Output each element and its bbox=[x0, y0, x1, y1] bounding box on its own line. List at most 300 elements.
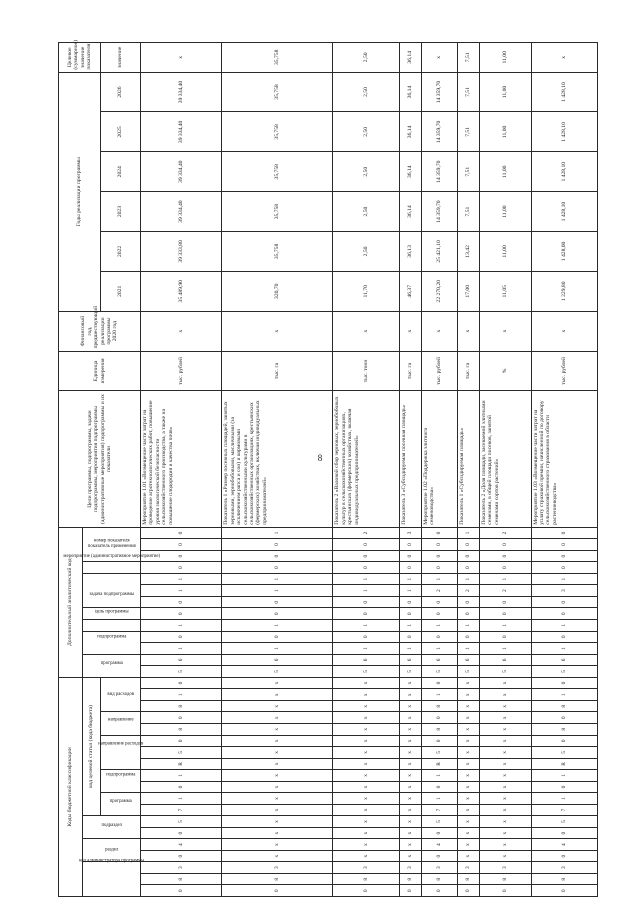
budget-code-digit: 0 bbox=[141, 735, 222, 747]
row-year-value-2023: 1 428,10 bbox=[531, 192, 597, 232]
budget-code-digit: 0 bbox=[141, 885, 222, 897]
additional-code-digit: 0 bbox=[141, 550, 222, 562]
additional-code-digit: 0 bbox=[421, 539, 458, 551]
budget-code-digit: x bbox=[333, 735, 399, 747]
budget-code-digit: x bbox=[399, 747, 421, 759]
additional-code-digit: 6 bbox=[480, 654, 532, 666]
budget-code-digit: x bbox=[222, 839, 333, 851]
header-year-2021: 2021 bbox=[101, 271, 141, 311]
additional-code-digit: 0 bbox=[399, 596, 421, 608]
budget-code-digit: 4 bbox=[421, 839, 458, 851]
budget-code-digit: 0 bbox=[421, 827, 458, 839]
budget-code-digit: x bbox=[222, 816, 333, 828]
row-year-value-2026: 7,51 bbox=[458, 72, 480, 112]
budget-code-digit: x bbox=[458, 735, 480, 747]
header-direction bbox=[101, 712, 141, 735]
budget-code-digit: x bbox=[480, 839, 532, 851]
row-year-value-2022: 25 421,10 bbox=[421, 232, 458, 272]
budget-code-digit: 0 bbox=[333, 885, 399, 897]
budget-code-digit: x bbox=[399, 770, 421, 782]
budget-code-digit: 8 bbox=[333, 873, 399, 885]
budget-code-digit: 3 bbox=[421, 862, 458, 874]
row-year-value-2021: 320,70 bbox=[222, 271, 333, 311]
row-year-value-2025: 11,00 bbox=[480, 112, 532, 152]
row-target-value: x bbox=[531, 43, 597, 73]
row-year-value-2023: 36,14 bbox=[399, 192, 421, 232]
header-program-name: Цели программы, подпрограммы, задачи подпрограммы, мероприятия подпрограммы (административные мероприятия) подпрограммы и их показатели bbox=[59, 391, 141, 527]
additional-code-digit: 2 bbox=[421, 585, 458, 597]
row-unit: тыс. га bbox=[399, 351, 421, 391]
additional-code-digit: 1 bbox=[480, 573, 532, 585]
budget-code-digit: 0 bbox=[531, 827, 597, 839]
row-target-value: 7,51 bbox=[458, 43, 480, 73]
budget-code-digit: 5 bbox=[141, 816, 222, 828]
additional-code-digit: 1 bbox=[333, 585, 399, 597]
budget-code-digit: x bbox=[333, 689, 399, 701]
budget-code-digit: 8 bbox=[421, 724, 458, 736]
additional-code-digit: 0 bbox=[333, 539, 399, 551]
budget-code-digit: 0 bbox=[141, 712, 222, 724]
additional-code-digit: 0 bbox=[333, 550, 399, 562]
header-expense-type-label: вид расходов bbox=[107, 691, 135, 697]
additional-code-digit: 0 bbox=[531, 608, 597, 620]
header-years-group: Годы реализации программы bbox=[59, 72, 101, 311]
header-section-label: раздел bbox=[105, 847, 119, 853]
budget-code-digit: 3 bbox=[480, 862, 532, 874]
budget-code-digit: x bbox=[480, 827, 532, 839]
budget-code-digit: x bbox=[399, 700, 421, 712]
budget-code-digit: 1 bbox=[531, 689, 597, 701]
header-program-direction-label: направление расходов bbox=[98, 741, 144, 747]
additional-code-digit: 5 bbox=[333, 666, 399, 678]
row-year-value-2025: 35,758 bbox=[222, 112, 333, 152]
budget-code-digit: x bbox=[399, 724, 421, 736]
additional-code-digit: 6 bbox=[222, 654, 333, 666]
budget-code-digit: 0 bbox=[222, 885, 333, 897]
budget-code-digit: x bbox=[399, 839, 421, 851]
additional-code-digit: 6 bbox=[531, 654, 597, 666]
additional-code-digit: 1 bbox=[222, 620, 333, 632]
budget-code-digit: x bbox=[480, 770, 532, 782]
row-unit: тыс. га bbox=[222, 351, 333, 391]
row-year-value-2021: 11,05 bbox=[480, 271, 532, 311]
additional-code-digit: 1 bbox=[399, 573, 421, 585]
row-year-value-2022: 1 428,00 bbox=[531, 232, 597, 272]
additional-code-digit: 1 bbox=[333, 620, 399, 632]
budget-code-digit: 1 bbox=[421, 770, 458, 782]
budget-code-digit: 8 bbox=[141, 873, 222, 885]
additional-code-digit: 1 bbox=[458, 527, 480, 539]
budget-code-digit: x bbox=[222, 781, 333, 793]
additional-code-digit: 0 bbox=[333, 631, 399, 643]
additional-code-digit: 0 bbox=[531, 527, 597, 539]
budget-code-digit: x bbox=[399, 793, 421, 805]
budget-code-digit: x bbox=[222, 712, 333, 724]
budget-code-digit: x bbox=[399, 850, 421, 862]
additional-code-digit: 0 bbox=[458, 608, 480, 620]
row-year-value-2026: 14 359,70 bbox=[421, 72, 458, 112]
budget-code-digit: 8 bbox=[222, 873, 333, 885]
additional-code-digit: 1 bbox=[399, 620, 421, 632]
row-name: Показатель 1 «Субсидируемая площадь» bbox=[458, 391, 480, 527]
additional-code-digit: 0 bbox=[480, 596, 532, 608]
header-program-label: программа bbox=[109, 799, 133, 805]
additional-code-digit: 0 bbox=[421, 527, 458, 539]
additional-code-digit: 1 bbox=[222, 585, 333, 597]
header-fin-year: Финансовый год, предшествующий реализации программы 2020 год bbox=[59, 311, 141, 351]
additional-code-digit: 0 bbox=[531, 539, 597, 551]
budget-code-digit: x bbox=[480, 724, 532, 736]
additional-code-digit: 2 bbox=[458, 585, 480, 597]
row-year-value-2026: 2,50 bbox=[333, 72, 399, 112]
additional-code-digit: 0 bbox=[141, 608, 222, 620]
header-unit: Единица измерения bbox=[59, 351, 141, 391]
budget-code-digit: x bbox=[458, 677, 480, 689]
header-year-2022: 2022 bbox=[101, 232, 141, 272]
additional-code-digit: 1 bbox=[421, 620, 458, 632]
table-row bbox=[531, 43, 597, 897]
budget-code-digit: x bbox=[480, 677, 532, 689]
budget-code-digit: 1 bbox=[141, 770, 222, 782]
header-year-2023: 2023 bbox=[101, 192, 141, 232]
row-unit: тыс. рублей bbox=[531, 351, 597, 391]
row-year-value-2025: 2,50 bbox=[333, 112, 399, 152]
budget-code-digit: 3 bbox=[333, 862, 399, 874]
additional-code-digit: 0 bbox=[141, 596, 222, 608]
budget-code-digit: 3 bbox=[399, 862, 421, 874]
table-rotation-frame bbox=[58, 42, 598, 897]
row-target-value: 35,758 bbox=[222, 43, 333, 73]
row-prior-year-value: x bbox=[480, 311, 532, 351]
row-prior-year-value: x bbox=[333, 311, 399, 351]
row-year-value-2024: 7,51 bbox=[458, 152, 480, 192]
additional-code-digit: 1 bbox=[141, 620, 222, 632]
additional-code-digit: 0 bbox=[421, 608, 458, 620]
budget-code-digit: x bbox=[333, 700, 399, 712]
row-prior-year-value: x bbox=[222, 311, 333, 351]
header-year-2025: 2025 bbox=[101, 112, 141, 152]
table-row bbox=[480, 43, 532, 897]
budget-code-digit: x bbox=[458, 712, 480, 724]
table-row bbox=[399, 43, 421, 897]
budget-code-digit: 0 bbox=[421, 677, 458, 689]
additional-code-digit: 0 bbox=[399, 539, 421, 551]
budget-code-digit: 5 bbox=[531, 816, 597, 828]
additional-code-digit: 1 bbox=[480, 643, 532, 655]
budget-code-digit: 1 bbox=[421, 689, 458, 701]
additional-code-digit: 0 bbox=[222, 550, 333, 562]
budget-code-digit: x bbox=[458, 781, 480, 793]
additional-code-digit: 0 bbox=[458, 550, 480, 562]
budget-code-digit: 8 bbox=[421, 700, 458, 712]
budget-code-digit: 5 bbox=[141, 747, 222, 759]
additional-code-digit: 5 bbox=[141, 666, 222, 678]
additional-code-digit: 0 bbox=[399, 562, 421, 574]
budget-code-digit: x bbox=[222, 735, 333, 747]
row-prior-year-value: x bbox=[531, 311, 597, 351]
budget-code-digit: x bbox=[480, 735, 532, 747]
budget-code-digit: 3 bbox=[531, 862, 597, 874]
budget-code-digit: 1 bbox=[531, 770, 597, 782]
budget-code-digit: 0 bbox=[141, 827, 222, 839]
budget-code-digit: 0 bbox=[141, 850, 222, 862]
budget-code-digit: x bbox=[480, 747, 532, 759]
budget-code-digit: x bbox=[399, 689, 421, 701]
table-row bbox=[222, 43, 333, 897]
additional-code-digit: 0 bbox=[333, 562, 399, 574]
budget-code-digit: x bbox=[480, 689, 532, 701]
row-year-value-2022: 35,758 bbox=[222, 232, 333, 272]
budget-code-digit: x bbox=[458, 700, 480, 712]
additional-code-digit: 0 bbox=[458, 539, 480, 551]
row-name: Показатель 2 «Валовой сбор зерновых, зернобобовых культур в сельскохозяйственных организациях, крестьянских (фермерских) хозяйствах, включая индивидуальных предпринимателей» bbox=[333, 391, 399, 527]
additional-code-digit: 1 bbox=[531, 643, 597, 655]
row-year-value-2025: 39 334,40 bbox=[141, 112, 222, 152]
additional-code-digit: 1 bbox=[141, 643, 222, 655]
additional-code-digit: 0 bbox=[222, 562, 333, 574]
budget-code-digit: x bbox=[458, 770, 480, 782]
row-year-value-2024: 14 359,70 bbox=[421, 152, 458, 192]
budget-code-digit: 0 bbox=[399, 885, 421, 897]
row-year-value-2022: 36,13 bbox=[399, 232, 421, 272]
additional-code-digit: 0 bbox=[480, 631, 532, 643]
additional-code-digit: 0 bbox=[421, 596, 458, 608]
header-year-2026: 2026 bbox=[101, 72, 141, 112]
row-target-value: 2,50 bbox=[333, 43, 399, 73]
additional-code-digit: 0 bbox=[531, 550, 597, 562]
header-a-goal-label: цель программы bbox=[95, 608, 129, 614]
budget-code-digit: x bbox=[480, 700, 532, 712]
budget-code-digit: x bbox=[458, 724, 480, 736]
budget-code-digit: x bbox=[222, 747, 333, 759]
row-year-value-2024: 1 428,10 bbox=[531, 152, 597, 192]
budget-code-digit: x bbox=[222, 700, 333, 712]
budget-code-digit: x bbox=[399, 827, 421, 839]
budget-code-digit: x bbox=[399, 781, 421, 793]
additional-code-digit: 0 bbox=[421, 550, 458, 562]
additional-code-digit: 0 bbox=[480, 608, 532, 620]
additional-code-digit: 1 bbox=[458, 620, 480, 632]
header-budget-codes: Коды бюджетной классификации bbox=[59, 677, 83, 896]
budget-code-digit: x bbox=[333, 781, 399, 793]
budget-code-digit: x bbox=[399, 735, 421, 747]
budget-code-digit: 1 bbox=[141, 793, 222, 805]
additional-code-digit: 0 bbox=[222, 539, 333, 551]
header-program bbox=[101, 793, 141, 816]
budget-code-digit: 3 bbox=[458, 862, 480, 874]
header-target-item: код целевой статьи (кода бюджета) bbox=[83, 677, 101, 816]
additional-code-digit: 0 bbox=[333, 608, 399, 620]
row-target-value: x bbox=[141, 43, 222, 73]
budget-code-digit: 4 bbox=[531, 839, 597, 851]
row-year-value-2025: 14 359,70 bbox=[421, 112, 458, 152]
additional-code-digit: 6 bbox=[141, 654, 222, 666]
table-row bbox=[421, 43, 458, 897]
header-admin-code-label: код администратора программы bbox=[79, 858, 145, 864]
additional-code-digit: 0 bbox=[421, 562, 458, 574]
row-year-value-2025: 7,51 bbox=[458, 112, 480, 152]
rotated-page bbox=[58, 42, 598, 897]
budget-code-digit: x bbox=[399, 816, 421, 828]
table-row bbox=[458, 43, 480, 897]
additional-code-digit: 1 bbox=[421, 573, 458, 585]
budget-code-digit: x bbox=[333, 724, 399, 736]
budget-code-digit: 8 bbox=[531, 724, 597, 736]
header-year-2024: 2024 bbox=[101, 152, 141, 192]
additional-code-digit: 5 bbox=[531, 666, 597, 678]
budget-code-digit: 1 bbox=[141, 689, 222, 701]
additional-code-digit: 0 bbox=[531, 562, 597, 574]
budget-code-digit: 0 bbox=[531, 712, 597, 724]
budget-code-digit: x bbox=[222, 793, 333, 805]
additional-code-digit: 0 bbox=[222, 596, 333, 608]
budget-code-digit: x bbox=[222, 677, 333, 689]
row-name: Показатель 3 «Субсидируемая посевная площадь» bbox=[399, 391, 421, 527]
budget-code-digit: x bbox=[399, 677, 421, 689]
budget-code-digit: 7 bbox=[531, 804, 597, 816]
row-year-value-2026: 39 334,40 bbox=[141, 72, 222, 112]
additional-code-digit: 1 bbox=[480, 620, 532, 632]
row-target-value: 11,00 bbox=[480, 43, 532, 73]
budget-code-digit: x bbox=[458, 804, 480, 816]
budget-code-digit: R bbox=[531, 758, 597, 770]
additional-code-digit: 1 bbox=[531, 620, 597, 632]
row-year-value-2022: 2,50 bbox=[333, 232, 399, 272]
row-year-value-2024: 2,50 bbox=[333, 152, 399, 192]
budget-code-digit: 1 bbox=[531, 793, 597, 805]
additional-code-digit: 1 bbox=[399, 585, 421, 597]
additional-code-digit: 2 bbox=[333, 527, 399, 539]
budget-code-digit: x bbox=[399, 804, 421, 816]
additional-code-digit: 0 bbox=[333, 596, 399, 608]
budget-code-digit: 0 bbox=[531, 885, 597, 897]
budget-code-digit: 0 bbox=[480, 885, 532, 897]
row-year-value-2025: 1 428,10 bbox=[531, 112, 597, 152]
row-year-value-2026: 36,14 bbox=[399, 72, 421, 112]
row-year-value-2025: 36,14 bbox=[399, 112, 421, 152]
budget-code-digit: x bbox=[480, 712, 532, 724]
additional-code-digit: 1 bbox=[333, 643, 399, 655]
budget-code-digit: x bbox=[480, 793, 532, 805]
budget-code-digit: 7 bbox=[141, 804, 222, 816]
row-year-value-2024: 35,758 bbox=[222, 152, 333, 192]
budget-code-digit: 8 bbox=[531, 700, 597, 712]
additional-code-digit: 0 bbox=[458, 596, 480, 608]
additional-code-digit: 5 bbox=[222, 666, 333, 678]
budget-code-digit: 3 bbox=[222, 862, 333, 874]
row-year-value-2026: 11,00 bbox=[480, 72, 532, 112]
row-prior-year-value: x bbox=[458, 311, 480, 351]
row-target-value: x bbox=[421, 43, 458, 73]
additional-code-digit: 0 bbox=[421, 631, 458, 643]
budget-code-digit: x bbox=[458, 747, 480, 759]
budget-code-digit: x bbox=[222, 758, 333, 770]
additional-code-digit: 0 bbox=[480, 562, 532, 574]
budget-code-digit: x bbox=[222, 724, 333, 736]
budget-code-digit: x bbox=[480, 816, 532, 828]
header-program-direction bbox=[98, 735, 144, 770]
budget-code-digit: 5 bbox=[531, 747, 597, 759]
header-a-subprogram-label: подпрограмма bbox=[97, 634, 127, 640]
budget-code-digit: x bbox=[222, 804, 333, 816]
budget-code-digit: 5 bbox=[421, 816, 458, 828]
budget-code-digit: R bbox=[141, 758, 222, 770]
header-a-event-label: мероприятие (административное мероприятие) bbox=[63, 554, 161, 560]
budget-code-digit: x bbox=[333, 758, 399, 770]
additional-code-digit: 5 bbox=[399, 666, 421, 678]
table-row bbox=[141, 43, 222, 897]
additional-code-digit: 1 bbox=[222, 573, 333, 585]
budget-code-digit: 0 bbox=[421, 781, 458, 793]
budget-code-digit: 8 bbox=[141, 700, 222, 712]
additional-code-digit: 0 bbox=[222, 631, 333, 643]
budget-code-digit: x bbox=[458, 839, 480, 851]
row-year-value-2021: 35 489,90 bbox=[141, 271, 222, 311]
budget-code-digit: x bbox=[222, 770, 333, 782]
header-direction-label: направление bbox=[108, 716, 134, 722]
additional-code-digit: 6 bbox=[421, 654, 458, 666]
row-unit: тыс. тонн bbox=[333, 351, 399, 391]
budget-code-digit: 0 bbox=[458, 885, 480, 897]
budget-code-digit: x bbox=[458, 850, 480, 862]
row-year-value-2022: 11,00 bbox=[480, 232, 532, 272]
additional-code-digit: 2 bbox=[480, 585, 532, 597]
row-year-value-2023: 39 334,40 bbox=[141, 192, 222, 232]
additional-code-digit: 5 bbox=[458, 666, 480, 678]
budget-code-digit: 0 bbox=[531, 735, 597, 747]
additional-code-digit: 6 bbox=[333, 654, 399, 666]
additional-code-digit: 0 bbox=[480, 550, 532, 562]
budget-code-digit: 1 bbox=[421, 793, 458, 805]
additional-code-digit: 6 bbox=[399, 654, 421, 666]
row-year-value-2021: 46,37 bbox=[399, 271, 421, 311]
additional-code-digit: 1 bbox=[458, 643, 480, 655]
additional-code-digit: 0 bbox=[399, 631, 421, 643]
header-subsection-label: подраздел bbox=[101, 823, 123, 829]
row-year-value-2024: 39 334,40 bbox=[141, 152, 222, 192]
header-subprogram-label: подпрограмма bbox=[106, 772, 136, 778]
additional-code-digit: 2 bbox=[480, 527, 532, 539]
row-unit: тыс. га bbox=[458, 351, 480, 391]
budget-code-digit: 0 bbox=[421, 735, 458, 747]
budget-code-digit: 0 bbox=[421, 712, 458, 724]
header-a-indicator-type-label: показатель применения bbox=[87, 544, 136, 550]
row-unit: тыс. рублей bbox=[141, 351, 222, 391]
budget-code-digit: 3 bbox=[141, 862, 222, 874]
additional-code-digit: 0 bbox=[458, 562, 480, 574]
row-year-value-2023: 14 359,70 bbox=[421, 192, 458, 232]
additional-code-digit: 0 bbox=[141, 527, 222, 539]
row-name: Мероприятие 1.02 «Поддержка элитного семеноводства» bbox=[421, 391, 458, 527]
row-year-value-2021: 22 270,20 bbox=[421, 271, 458, 311]
program-indicators-table bbox=[58, 42, 598, 897]
budget-code-digit: 0 bbox=[141, 781, 222, 793]
budget-code-digit: 8 bbox=[399, 873, 421, 885]
additional-code-digit: 0 bbox=[458, 631, 480, 643]
header-value: значение bbox=[101, 43, 141, 73]
row-year-value-2024: 36,14 bbox=[399, 152, 421, 192]
budget-code-digit: x bbox=[333, 677, 399, 689]
budget-code-digit: x bbox=[480, 781, 532, 793]
budget-code-digit: x bbox=[399, 712, 421, 724]
row-year-value-2022: 13,42 bbox=[458, 232, 480, 272]
row-year-value-2023: 7,51 bbox=[458, 192, 480, 232]
additional-code-digit: 1 bbox=[399, 643, 421, 655]
additional-code-digit: 1 bbox=[141, 573, 222, 585]
additional-code-digit: 1 bbox=[333, 573, 399, 585]
budget-code-digit: x bbox=[480, 758, 532, 770]
budget-code-digit: x bbox=[222, 850, 333, 862]
